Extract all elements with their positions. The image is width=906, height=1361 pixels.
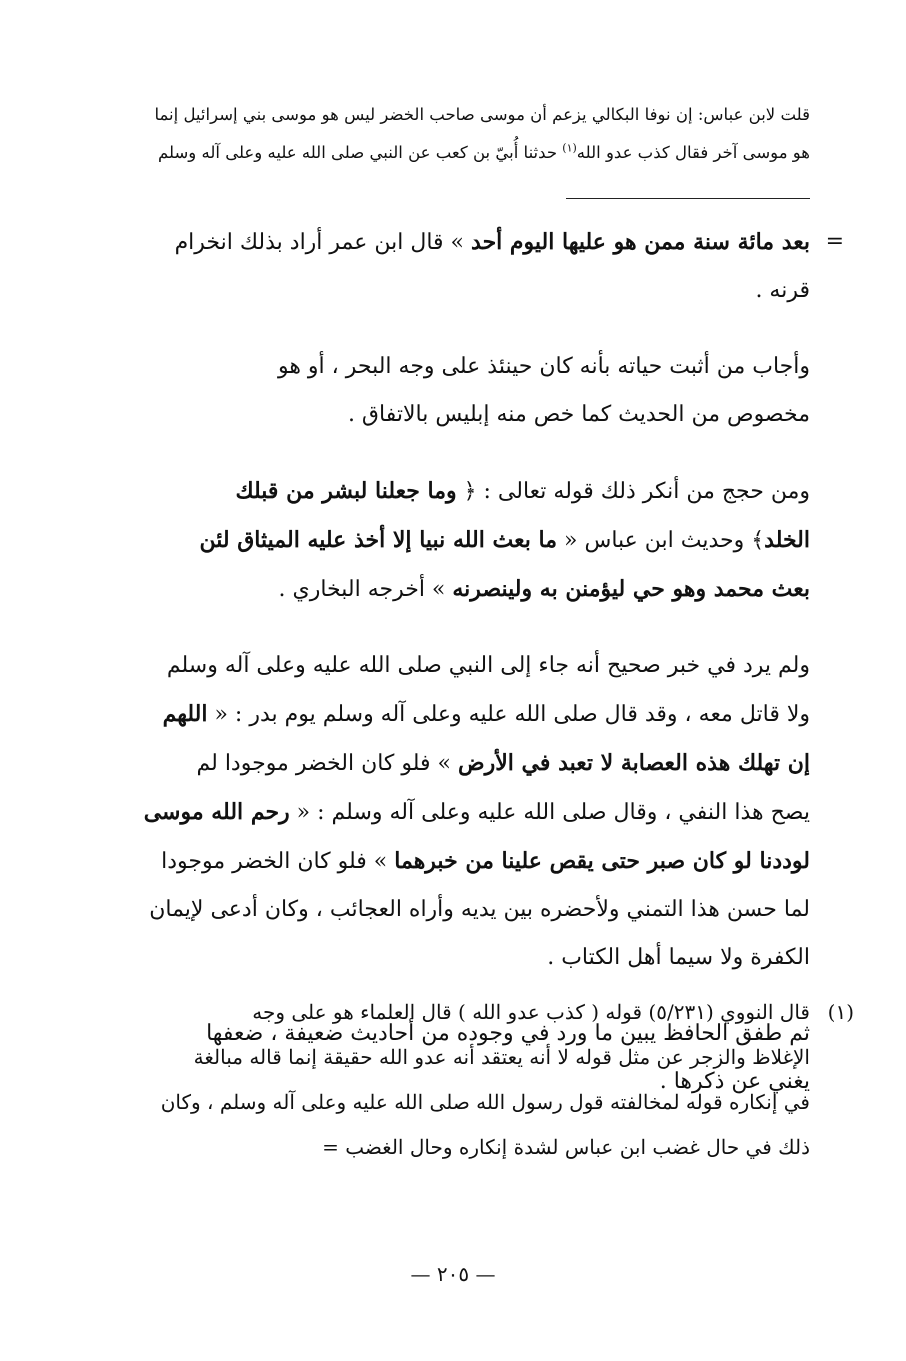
- text-line: وأجاب من أثبت حياته بأنه كان حينئذ على وجه البحر ، أو هو: [277, 354, 810, 379]
- header-note-line-2: [96, 134, 810, 172]
- footnote: [110, 990, 854, 1170]
- page-number: — ٢٠٥ —: [410, 1262, 496, 1286]
- hadith-quote: بعد مائة سنة ممن هو عليها اليوم أحد: [471, 229, 810, 255]
- text-line: الكفرة ولا سيما أهل الكتاب .: [547, 945, 810, 970]
- footnote-reference: (١): [562, 141, 577, 155]
- text-span: ﴾ وحديث ابن عباس «: [557, 528, 765, 553]
- text-span: » فلو كان الخضر موجودا لم: [196, 751, 459, 776]
- footnote-line: في إنكاره قوله لمخالفته قول رسول الله صلى الله عليه وعلى آله وسلم ، وكان: [160, 1090, 810, 1114]
- text-span: » فلو كان الخضر موجودا: [161, 849, 395, 874]
- hadith-quote: إن تهلك هذه العصابة لا تعبد في الأرض: [458, 750, 810, 776]
- footnote-separator: [566, 198, 810, 199]
- text-line: مخصوص من الحديث كما خص منه إبليس بالاتفاق .: [347, 402, 810, 427]
- text-line: [110, 467, 810, 516]
- text-line: لما حسن هذا التمني ولأحضره بين يديه وأراه العجائب ، وكان أدعى لإيمان: [149, 897, 810, 922]
- text-span: ولا قاتل معه ، وقد قال صلى الله عليه وعلى آله وسلم يوم بدر : «: [207, 702, 810, 727]
- hadith-quote: بعث محمد وهو حي ليؤمنن به ولينصرنه: [452, 576, 810, 602]
- footnote-line: ذلك في حال غضب ابن عباس لشدة إنكاره وحال الغضب =: [322, 1135, 810, 1159]
- hadith-quote: لوددنا لو كان صبر حتى يقص علينا من خبرهما: [394, 848, 810, 874]
- hadith-quote: اللهم: [162, 701, 208, 727]
- quran-quote: وما جعلنا لبشر من قبلك: [235, 478, 457, 504]
- text-line: ولم يرد في خبر صحيح أنه جاء إلى النبي صلى الله عليه وعلى آله وسلم: [166, 653, 810, 678]
- hadith-quote: رحم الله موسى: [143, 799, 290, 825]
- text-line: ثم طفق الحافظ يبين ما ورد في وجوده من أحاديث ضعيفة ، ضعفها: [206, 1021, 810, 1046]
- text-line: [110, 739, 810, 788]
- quran-quote: الخلد: [764, 527, 810, 553]
- footnote-line: الإغلاظ والزجر عن مثل قوله لا أنه يعتقد أنه عدو الله حقيقة إنما قاله مبالغة: [193, 1045, 810, 1069]
- text-line: يغني عن ذكرها .: [659, 1069, 810, 1094]
- text-span: » أخرجه البخاري .: [278, 577, 453, 602]
- header-note-line-1: قلت لابن عباس: إن نوفا البكالي يزعم أن موسى صاحب الخضر ليس هو موسى بني إسرائيل إنما: [154, 105, 810, 124]
- text-line: [110, 788, 810, 837]
- paragraph-3: [110, 467, 810, 614]
- text-line: [110, 690, 810, 739]
- paragraph-1: [110, 218, 844, 315]
- text-span: ومن حجج من أنكر ذلك قوله تعالى : ﴿: [456, 479, 810, 504]
- text-line: [110, 837, 810, 886]
- paragraph-4: [110, 642, 810, 982]
- text-line: [110, 516, 810, 565]
- hadith-quote: ما بعث الله نبيا إلا أخذ عليه الميثاق لئن: [199, 527, 558, 553]
- text-span: يصح هذا النفي ، وقال صلى الله عليه وعلى آله وسلم : «: [289, 800, 810, 825]
- header-note-text: حدثنا أُبيّ بن كعب عن النبي صلى الله عليه وعلى آله وسلم: [158, 143, 563, 162]
- continuation-marker: =: [825, 229, 844, 254]
- footnote-number: (١): [827, 1000, 854, 1024]
- footnote-line: قال النووي (٥/٢٣١) قوله ( كذب عدو الله ) قال العلماء هو على وجه: [252, 1000, 810, 1024]
- text-line: [110, 565, 810, 614]
- paragraph-2: [110, 343, 810, 439]
- text-line: [110, 218, 810, 267]
- text-line: قرنه .: [755, 278, 810, 303]
- header-note: [96, 96, 810, 172]
- text-span: » قال ابن عمر أراد بذلك انخرام: [174, 230, 472, 255]
- header-note-text: هو موسى آخر فقال كذب عدو الله: [576, 143, 810, 162]
